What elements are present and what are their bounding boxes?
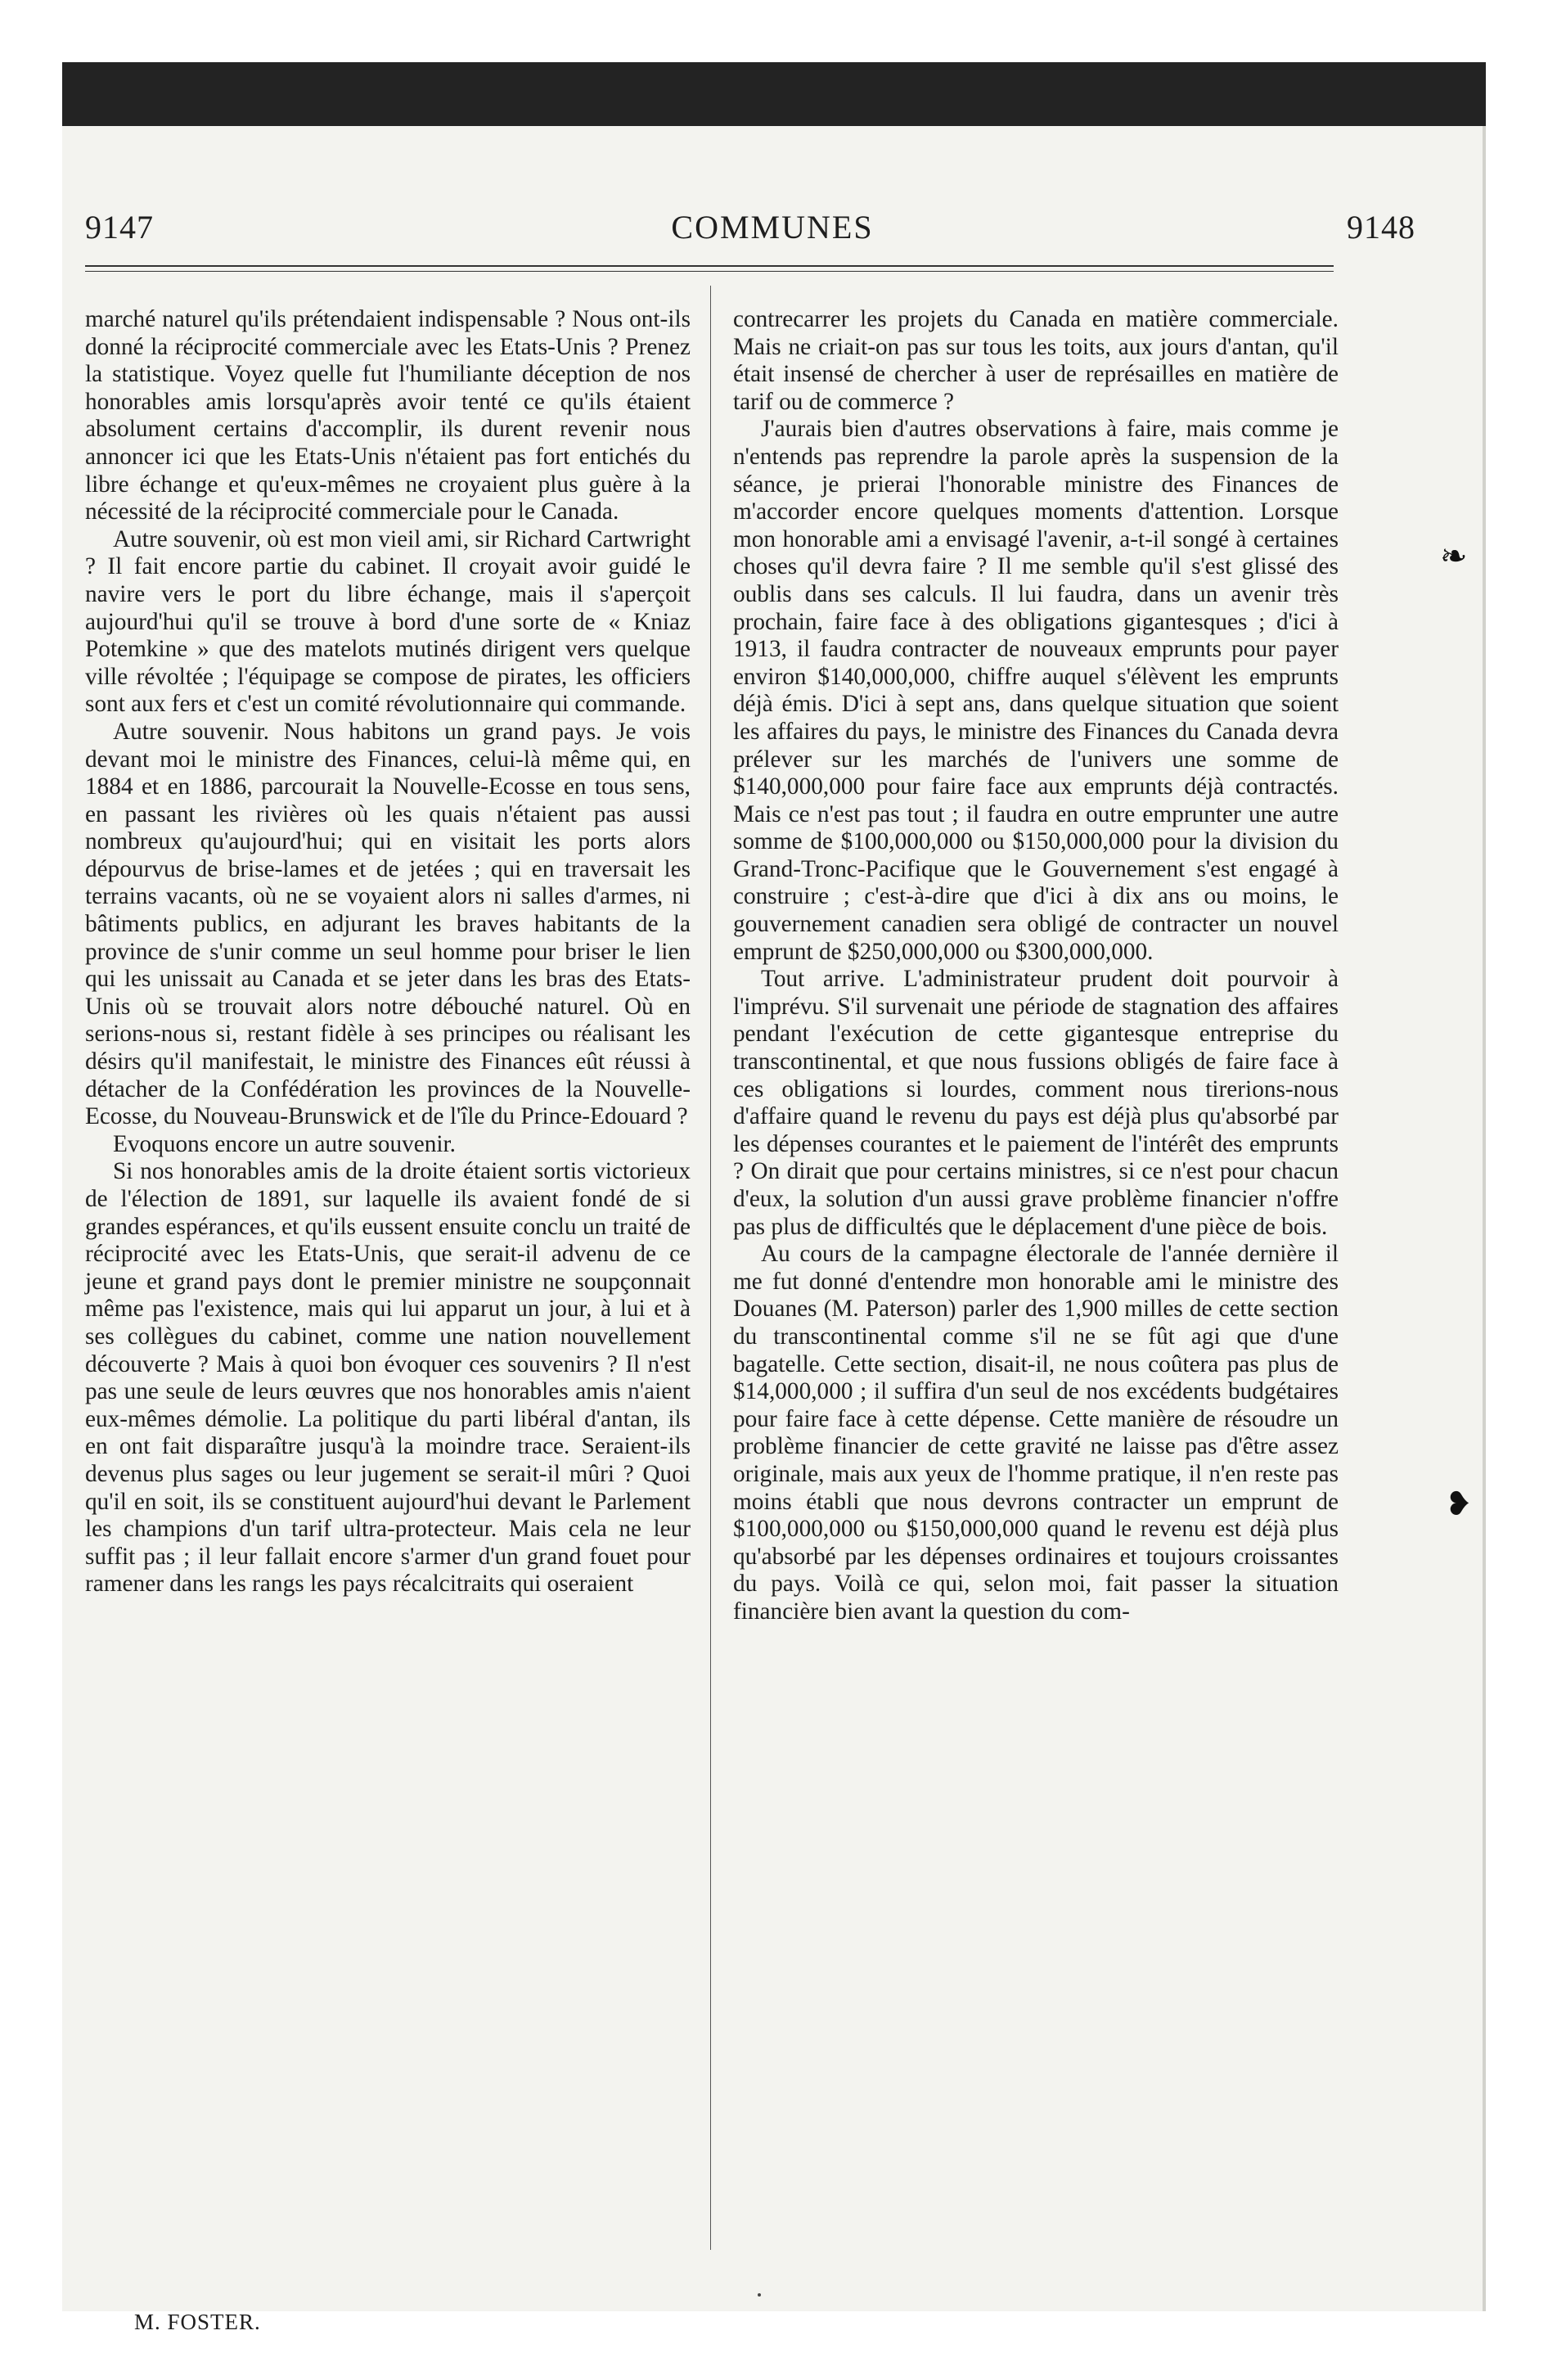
right-paragraph: Tout arrive. L'administrateur prudent doit pourvoir à l'imprévu. S'il survenait une période de stagnation des affaires pendant l'exécution de cette gigantesque entreprise du transcontinental, et que nous fussions obligés de faire face à ces obligations si lourdes, comment nous tirerions-nous d'affaire quand le revenu du pays est déjà plus qu'absorbé par les dépenses courantes et le paiement de l'intérêt des emprunts ? On dirait que pour certains ministres, si ce n'est pour chacun d'eux, la solution d'un aussi grave problème financier n'offre pas plus de difficultés que le déplacement d'une pièce de bois. — [733, 966, 1339, 1240]
left-paragraph: Si nos honorables amis de la droite étaient sortis victorieux de l'élection de 1891, sur laquelle ils avaient fondé de si grandes espérances, et qu'ils eussent ensuite conclu un traité de réciprocité avec les Etats-Unis, que serait-il advenu de ce jeune et grand pays dont le premier ministre ne soupçonnait même pas l'existence, mais qui lui apparut un jour, à lui et à ses collègues du cabinet, comme une nation nouvellement découverte ? Mais à quoi bon évoquer ces souvenirs ? Il n'est pas une seule de leurs œuvres que nos honorables amis n'aient eux-mêmes démolie. La politique du parti libéral d'antan, ils en ont fait disparaître jusqu'à la moindre trace. Seraient-ils devenus plus sages ou leur jugement se serait-il mûri ? Quoi qu'il en soit, ils se constituent aujourd'hui devant le Parlement les champions d'un tarif ultra-protecteur. Mais cela ne leur suffit pas ; il leur fallait encore s'armer d'un grand fouet pour ramener dans les rangs les pays récalcitraits qui oseraient — [85, 1158, 691, 1598]
right-paragraph: contrecarrer les projets du Canada en matière commerciale. Mais ne criait-on pas sur tous les toits, aux jours d'antan, qu'il était insensé de chercher à user de représailles en matière de tarif ou de commerce ? — [733, 306, 1339, 415]
scan-top-band — [62, 62, 1486, 126]
page-number-right: 9148 — [1347, 209, 1415, 246]
page-header — [62, 208, 1483, 249]
margin-mark-mid: ❧ — [1440, 538, 1468, 575]
right-column — [733, 306, 1339, 1626]
left-column — [85, 306, 691, 1598]
right-paragraph: J'aurais bien d'autres observations à faire, mais comme je n'entends pas reprendre la parole après la suspension de la séance, je prierai l'honorable ministre des Finances de m'accorder encore quelques moments d'attention. Lorsque mon honorable ami a envisagé l'avenir, a-t-il songé à certaines choses qu'il devra faire ? Il me semble qu'il s'est glissé des oublis dans ses calculs. Il lui faudra, dans un avenir très prochain, faire face à des obligations gigantesques ; d'ici à 1913, il faudra contracter de nouveaux emprunts pour payer environ $140,000,000, chiffre auquel s'élèvent les emprunts déjà émis. D'ici à sept ans, dans quelque situation que soient les affaires du pays, le ministre des Finances du Canada devra prélever sur les marchés de l'univers une somme de $140,000,000 pour faire face aux emprunts déjà contractés. Mais ce n'est pas tout ; il faudra en outre emprunter une autre somme de $100,000,000 ou $150,000,000 pour la division du Grand-Tronc-Pacifique que le Gouvernement s'est engagé à construire ; c'est-à-dire que d'ici à dix ans ou moins, le gouvernement canadien sera obligé de contracter un nouvel emprunt de $250,000,000 ou $300,000,000. — [733, 416, 1339, 965]
speaker-footer: M. FOSTER. — [134, 2310, 261, 2334]
header-rule — [85, 265, 1334, 272]
page-number-left: 9147 — [85, 209, 154, 246]
footer-dot — [758, 2293, 761, 2297]
margin-mark-low: ❥ — [1445, 1485, 1473, 1522]
running-title: COMMUNES — [671, 209, 874, 246]
right-paragraph: Au cours de la campagne électorale de l'année dernière il me fut donné d'entendre mon honorable ami le ministre des Douanes (M. Paterson) parler des 1,900 milles de cette section du transcontinental comme s'il ne se fût agi que d'une bagatelle. Cette section, disait-il, ne nous coûtera pas plus de $14,000,000 ; il suffira d'un seul de nos excédents budgétaires pour faire face à cette dépense. Cette manière de résoudre un problème financier de cette gravité ne laisse pas d'être assez originale, mais aux yeux de l'homme pratique, il n'en reste pas moins établi que nous devrons contracter un emprunt de $100,000,000 ou $150,000,000 quand le revenu est déjà plus qu'absorbé par les dépenses ordinaires et toujours croissantes du pays. Voilà ce qui, selon moi, fait passer la situation financière bien avant la question du com- — [733, 1241, 1339, 1625]
left-paragraph: Evoquons encore un autre souvenir. — [113, 1130, 456, 1157]
left-paragraph: Autre souvenir, où est mon vieil ami, sir Richard Cartwright ? Il fait encore partie du cabinet. Il croyait avoir guidé le navire vers le port du libre échange, mais il s'aperçoit aujourd'hui qu'il se trouve à bord d'une sorte de « Kniaz Potemkine » que des matelots mutinés dirigent vers quelque ville révoltée ; l'équipage se compose de pirates, les officiers sont aux fers et c'est un comité révolutionnaire qui commande. — [85, 525, 691, 718]
page-sheet — [62, 126, 1486, 2334]
left-paragraph: Autre souvenir. Nous habitons un grand pays. Je vois devant moi le ministre des Finances, celui-là même qui, en 1884 et en 1886, parcourait la Nouvelle-Ecosse en tous sens, en passant les rivières où les quais n'étaient pas aussi nombreux qu'aujourd'hui; qui en visitait les ports alors dépourvus de brise-lames et de jetées ; qui en traversait les terrains vacants, où ne se voyaient alors ni salles d'armes, ni bâtiments publics, en adjurant les braves habitants de la province de s'unir comme un seul homme pour briser le lien qui les unissait au Canada et se jeter dans les bras des Etats-Unis où se trouvait alors notre débouché naturel. Où en serions-nous si, restant fidèle à ses principes ou réalisant les désirs qu'il manifestait, le ministre des Finances eût réussi à détacher de la Confédération les provinces de la Nouvelle-Ecosse, du Nouveau-Brunswick et de l'île du Prince-Edouard ? — [85, 718, 691, 1130]
left-paragraph: marché naturel qu'ils prétendaient indispensable ? Nous ont-ils donné la réciprocité commerciale avec les Etats-Unis ? Prenez la statistique. Voyez quelle fut l'humiliante déception de nos honorables amis lorsqu'après avoir tenté ce qu'ils étaient absolument certains d'accomplir, ils durent revenir nous annoncer ici que les Etats-Unis n'étaient pas fort entichés du libre échange et qu'eux-mêmes ne croyaient plus guère à la nécessité de la réciprocité commerciale pour le Canada. — [85, 306, 691, 525]
column-divider — [710, 286, 711, 2250]
